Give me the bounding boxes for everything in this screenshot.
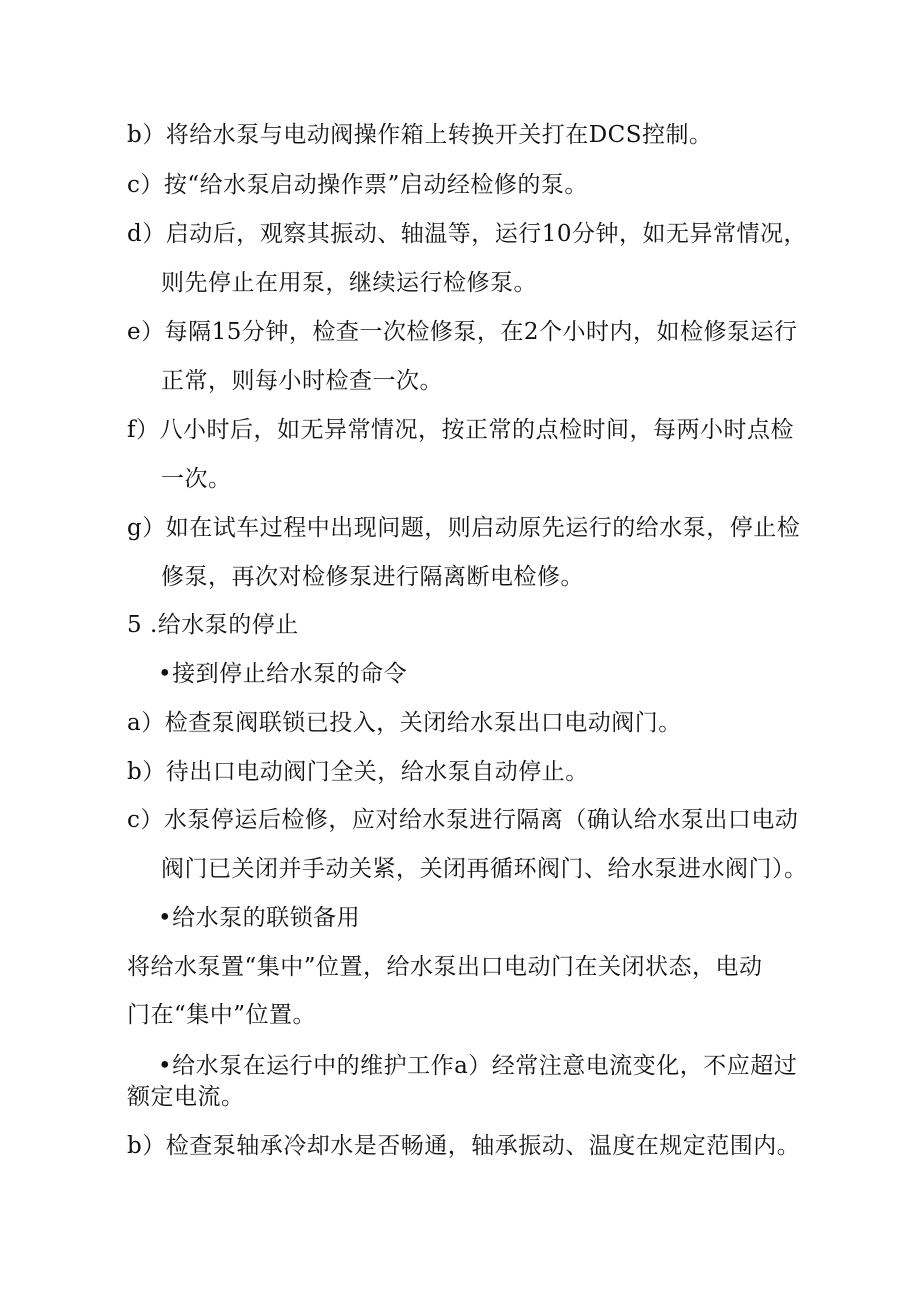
- text-line-a-check-interlock: a）检查泵阀联锁已投入，关闭给水泵出口电动阀门。: [127, 710, 682, 736]
- text-line-g-problem: g）如在试车过程中出现问题，则启动原先运行的给水泵，停止检: [127, 515, 801, 541]
- text-line-e-check: e）每隔15分钟，检查一次检修泵，在2个小时内，如检修泵运行: [127, 319, 798, 345]
- text-line-b-check-cooling: b）检查泵轴承冷却水是否畅通，轴承振动、温度在规定范围内。: [127, 1133, 801, 1159]
- text-line-d-observe: d）启动后，观察其振动、轴温等，运行10分钟，如无异常情况，: [127, 221, 807, 247]
- bullet-receive-stop-order: •接到停止给水泵的命令: [158, 661, 408, 687]
- text-line-d-continued: 则先停止在用泵，继续运行检修泵。: [161, 270, 537, 296]
- text-line-f-eight-hours: f）八小时后，如无异常情况，按正常的点检时间，每两小时点检: [127, 417, 795, 443]
- text-line-set-centralized: 将给水泵置“集中”位置，给水泵出口电动门在关闭状态，电动: [127, 954, 763, 980]
- text-line-c-start-pump: c）按“给水泵启动操作票”启动经检修的泵。: [127, 172, 588, 198]
- bullet-interlock-standby: •给水泵的联锁备用: [158, 905, 361, 931]
- text-line-g-continued: 修泵，再次对检修泵进行隔离断电检修。: [161, 564, 584, 590]
- text-line-b-dcs-switch: b）将给水泵与电动阀操作箱上转换开关打在DCS控制。: [127, 122, 713, 148]
- text-line-rated-current: 额定电流。: [127, 1084, 245, 1110]
- text-line-c-continued: 阀门已关闭并手动关紧，关闭再循环阀门、给水泵进水阀门）。: [161, 856, 808, 882]
- bullet-maintenance-in-operation: •给水泵在运行中的维护工作a）经常注意电流变化，不应超过: [158, 1053, 798, 1079]
- text-line-e-continued: 正常，则每小时检查一次。: [161, 368, 443, 394]
- text-line-c-isolate: c）水泵停运后检修，应对给水泵进行隔离（确认给水泵出口电动: [127, 807, 799, 833]
- text-line-f-continued: 一次。: [161, 466, 232, 492]
- text-line-set-centralized-continued: 门在“集中”位置。: [127, 1002, 317, 1028]
- text-line-b-auto-stop: b）待出口电动阀门全关，给水泵自动停止。: [127, 759, 589, 785]
- section-heading-pump-stop: 5 .给水泵的停止: [127, 612, 299, 638]
